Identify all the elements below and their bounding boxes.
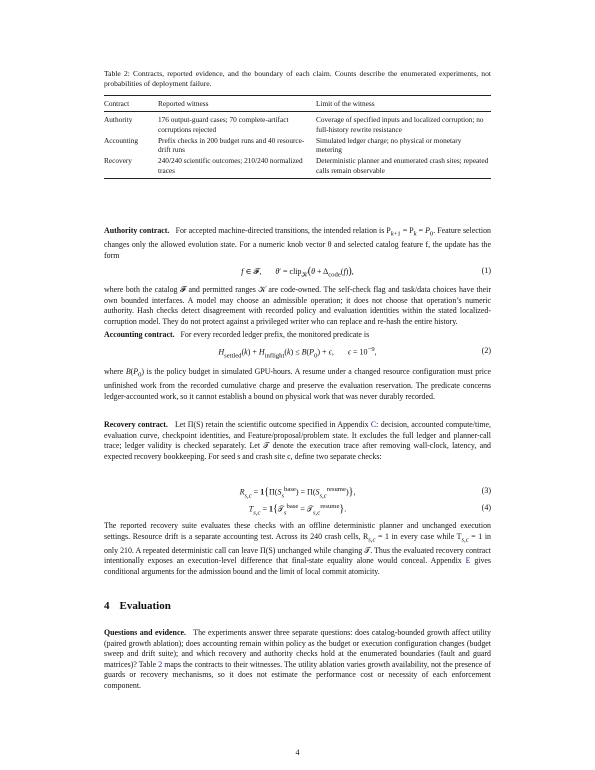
appendix-c-link[interactable]: C xyxy=(370,420,377,429)
caption-text: Contracts, reported evidence, and the boundary of each claim. Counts describe the enumerated experiments, not probabilities of deployment failure. xyxy=(104,69,491,89)
recovery-heading: Recovery contract. xyxy=(104,420,168,429)
table-row xyxy=(104,135,491,156)
table-row xyxy=(104,112,491,135)
table-cell: Prefix checks in 200 budget runs and 40 resource-drift runs xyxy=(158,135,305,155)
section-number: 4 xyxy=(104,600,110,612)
section-heading xyxy=(104,600,181,612)
table-cell: 240/240 scientific outcomes; 210/240 normalized traces xyxy=(158,155,316,178)
recovery-text: in only 210. A repeated deterministic call can leave Π(S) unchanged while changing 𝒯. Thus the evaluated recovery contract intentionally exposes an execution-level difference that final-state equality alone would conceal. Appendix xyxy=(104,531,491,566)
caption-label: Table 2: xyxy=(104,69,130,78)
equation-number: (4) xyxy=(481,503,491,512)
table-header-cell: Reported witness xyxy=(158,96,316,112)
equation-3: $R_{s,c} = 1\{\Pi(S_s^{base}) = \Pi(S_{s,c}^{resume})\}$, (3) xyxy=(239,486,491,500)
table-cell: Accounting xyxy=(104,135,139,145)
equation-number: (1) xyxy=(481,266,491,275)
questions-text: The experiments answer three separate questions: does catalog-bounded growth affect utility (paired growth ablation); does accounting remain within policy as the budget or execution configuration changes (budget sweep and drift suite); and which recovery and authority checks hold at the enumerated boundaries (fault and guard matrices)? Table xyxy=(104,628,491,669)
table-2-link[interactable]: 2 xyxy=(158,659,163,669)
questions-paragraph xyxy=(104,628,491,692)
table-header-cell: Limit of the witness xyxy=(316,96,491,112)
recovery-text: Let Π(S) retain the scientific outcome specified in Appendix xyxy=(174,420,371,429)
table-caption xyxy=(104,69,491,90)
accounting-paragraph-cont: where $B(P_0)$ is the policy budget in simulated GPU-hours. A resume under a changed resource configuration must price unfinished work from the recorded cumulative charge and preserve the evaluation reservation. The predicate concerns ledger-accounted work, so it cannot establish a bound on physical work that was never durably recorded. xyxy=(104,367,491,401)
recovery-text: in every case while T xyxy=(389,531,462,541)
recovery-paragraph-cont: The reported recovery suite evaluates these checks with an offline deterministic planner and unchanged execution settings. Resource drift is a separate accounting test. Across its 240 crash cells, $R_{s,c} = 1$ in every case while $T_{s,c} = 1$ in only 210. A repeated deterministic call can leave Π(S) unchanged while changing 𝒯. Thus the evaluated recovery contract intentionally exposes an execution-level difference that final-state equality alone would conceal. Appendix E gives conditional arguments for the admission bound and the limit of local commit atomicity. xyxy=(104,521,491,576)
accounting-paragraph xyxy=(104,330,491,341)
equation-2: $H_{settled}(k) + H_{inflight}(k) \le B(P_0) + \epsilon$, $\epsilon = 10^{-9}$, (2) xyxy=(218,346,491,360)
equation-1: f ∈ 𝓕, θ′ = clip$_𝒦$(θ + $\Delta_{code}(f)$), (1) xyxy=(241,266,491,279)
contracts-table xyxy=(104,95,491,179)
section-title: Evaluation xyxy=(119,600,171,612)
accounting-text: is the policy budget in simulated GPU-hours. A resume under a changed resource configuration must price unfinished work from the recorded cumulative charge and preserve the evaluation reservation. The predicate concerns ledger-accounted work, so it cannot establish a bound on physical work that was never durably recorded. xyxy=(104,367,491,401)
recovery-text: The reported recovery suite evaluates these checks with an offline deterministic planner and unchanged execution settings. Resource drift is a separate accounting test. Across its 240 crash cells, R xyxy=(104,521,491,541)
authority-text: For accepted machine-directed transitions, the intended relation is P xyxy=(175,226,391,235)
equation-number: (2) xyxy=(481,346,491,355)
table-cell: 176 output-guard cases; 70 complete-artifact corruptions rejected xyxy=(158,115,289,134)
authority-text: P xyxy=(409,226,414,235)
table-cell: Recovery xyxy=(104,155,158,178)
accounting-text: For every recorded ledger prefix, the monitored predicate is xyxy=(180,330,370,339)
questions-text: maps the contracts to their witnesses. The utility ablation varies growth availability, not the presence of guards or recovery mechanisms, so it does not estimate the performance cost or necessity of each enforcement component. xyxy=(104,659,492,690)
equation-4: $T_{s,c}$ = 1{𝒯$_s^{base}$ = 𝒯$_{s,c}^{resume}$}. (4) xyxy=(248,503,491,517)
authority-heading: Authority contract. xyxy=(104,226,170,235)
table-row xyxy=(104,155,491,178)
recovery-paragraph xyxy=(104,420,491,462)
equation-number: (3) xyxy=(481,486,491,495)
accounting-heading: Accounting contract. xyxy=(104,330,175,339)
table-cell: Authority xyxy=(104,115,133,125)
authority-paragraph-cont: where both the catalog 𝓕 and permitted ranges 𝒦 are code-owned. The self-check flag and task/data choices have their own bounded interfaces. A model may choose an admissible operation; it does not choose that operation’s numeric authority. Hash checks detect disagreement with recorded policy and evaluation identities within the stated localized-corruption model. They do not protect against a privileged writer who can replace and re-hash the entire history. xyxy=(104,285,491,326)
table-header-cell: Contract xyxy=(104,96,158,112)
appendix-e-link[interactable]: E xyxy=(465,556,471,566)
table-cell: Coverage of specified inputs and localized corruption; no full-history rewrite resistance xyxy=(316,115,484,134)
recovery-text: gives conditional arguments for the admission bound and the limit of local commit atomicity. xyxy=(104,556,491,576)
table-cell: Deterministic planner and enumerated crash sites; repeated calls remain observable xyxy=(316,155,491,178)
table-header-row xyxy=(104,96,491,112)
authority-text: . Feature selection changes only the allowed evolution state. For a numeric knob vector θ and selected catalog feature f, the update has the form xyxy=(104,226,492,260)
table-cell: Simulated ledger charge; no physical or monetary metering xyxy=(316,135,462,155)
authority-paragraph: Authority contract. For accepted machine-directed transitions, the intended relation is $P_{k+1} = P_k = P_0$. Feature selection changes only the allowed evolution state. For a numeric knob vector θ and selected catalog feature f, the update has the form xyxy=(104,226,492,260)
page-number: 4 xyxy=(295,748,300,757)
recovery-text: : decision, accounted compute/time, evaluation curve, checkpoint identities, and Feature/proposal/problem state. It excludes the full ledger and planner-call trace; ledger validity is checked separately. Let 𝒯 denote the execution trace after removing wall-clock, latency, and expected recovery bookkeeping. For seed s and crash site c, define two separate checks: xyxy=(104,420,491,461)
questions-heading: Questions and evidence. xyxy=(104,628,186,637)
